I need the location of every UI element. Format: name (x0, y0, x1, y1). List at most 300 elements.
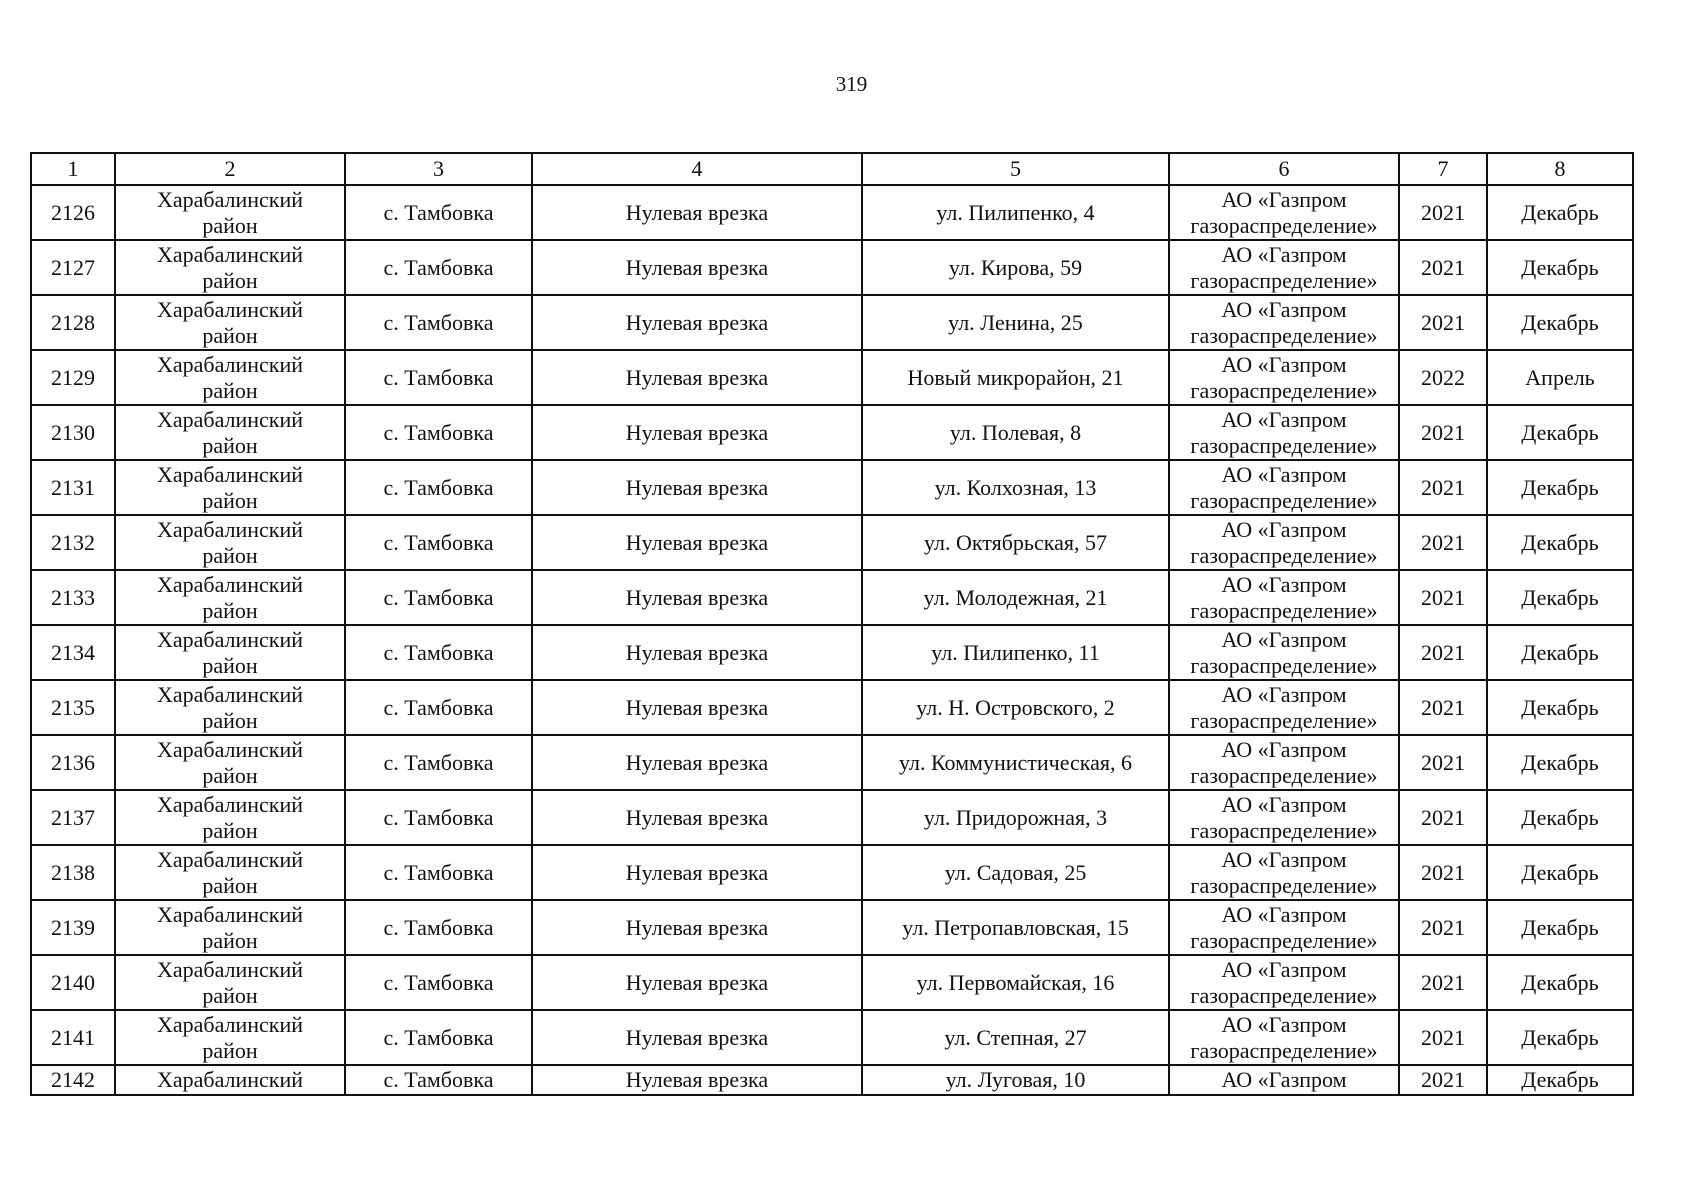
district-cell (115, 185, 345, 240)
organization-cell-text: АО «Газпром (1221, 296, 1347, 322)
district-cell-text: Харабалинский (156, 186, 304, 212)
district-cell-text: район (202, 982, 258, 1008)
work-type-cell-text: Нулевая врезка (625, 254, 769, 280)
month-cell-text: Декабрь (1521, 694, 1599, 720)
address-cell (862, 405, 1169, 460)
work-type-cell-text: Нулевая врезка (625, 1024, 769, 1050)
row-number (31, 900, 115, 955)
organization-cell (1169, 460, 1399, 515)
village-cell (345, 460, 532, 515)
month-cell (1487, 790, 1633, 845)
address-cell-text: ул. Полевая, 8 (949, 419, 1082, 445)
column-header: 1 (31, 153, 115, 185)
work-type-cell-text: Нулевая врезка (625, 364, 769, 390)
village-cell-text: с. Тамбовка (383, 419, 494, 445)
year-cell-text: 2021 (1421, 584, 1465, 610)
year-cell (1399, 1065, 1487, 1095)
month-cell-text: Декабрь (1521, 804, 1599, 830)
work-type-cell-text: Нулевая врезка (625, 694, 769, 720)
organization-cell-text: АО «Газпром (1221, 186, 1347, 212)
organization-cell-text: газораспределение» (1190, 322, 1378, 348)
address-cell-text: Новый микрорайон, 21 (907, 364, 1124, 390)
district-cell (115, 1065, 345, 1095)
district-cell-text: Харабалинский (156, 1011, 304, 1037)
row-number (31, 295, 115, 350)
village-cell (345, 405, 532, 460)
row-number-text: 2138 (51, 859, 95, 885)
organization-cell-text: АО «Газпром (1221, 571, 1347, 597)
row-number (31, 515, 115, 570)
year-cell (1399, 625, 1487, 680)
month-cell (1487, 405, 1633, 460)
table-row (31, 625, 1633, 680)
year-cell-text: 2021 (1421, 804, 1465, 830)
month-cell (1487, 1065, 1633, 1095)
row-number (31, 460, 115, 515)
district-cell-text: район (202, 762, 258, 788)
row-number (31, 625, 115, 680)
address-cell (862, 240, 1169, 295)
work-type-cell (532, 185, 862, 240)
organization-cell-text: АО «Газпром (1221, 846, 1347, 872)
address-cell-text: ул. Колхозная, 13 (934, 474, 1097, 500)
organization-cell-text: АО «Газпром (1221, 1011, 1347, 1037)
row-number-text: 2134 (51, 639, 95, 665)
year-cell-text: 2021 (1421, 859, 1465, 885)
column-header: 4 (532, 153, 862, 185)
district-cell (115, 295, 345, 350)
month-cell-text: Декабрь (1521, 1067, 1599, 1092)
village-cell (345, 735, 532, 790)
address-cell-text: ул. Придорожная, 3 (923, 804, 1108, 830)
year-cell (1399, 570, 1487, 625)
month-cell (1487, 680, 1633, 735)
organization-cell-text: газораспределение» (1190, 927, 1378, 953)
month-cell (1487, 625, 1633, 680)
village-cell (345, 845, 532, 900)
table-row (31, 735, 1633, 790)
organization-cell-text: АО «Газпром (1221, 791, 1347, 817)
row-number (31, 350, 115, 405)
district-cell-text: Харабалинский (156, 351, 304, 377)
village-cell-text: с. Тамбовка (383, 584, 494, 610)
row-number (31, 570, 115, 625)
village-cell (345, 350, 532, 405)
work-type-cell-text: Нулевая врезка (625, 1067, 769, 1092)
month-cell-text: Декабрь (1521, 584, 1599, 610)
organization-cell-text: АО «Газпром (1221, 351, 1347, 377)
village-cell (345, 955, 532, 1010)
address-cell (862, 900, 1169, 955)
year-cell-text: 2021 (1421, 199, 1465, 225)
organization-cell (1169, 680, 1399, 735)
year-cell-text: 2021 (1421, 969, 1465, 995)
month-cell-text: Декабрь (1521, 419, 1599, 445)
work-type-cell-text: Нулевая врезка (625, 859, 769, 885)
row-number (31, 185, 115, 240)
year-cell (1399, 185, 1487, 240)
work-type-cell (532, 515, 862, 570)
district-cell-text: район (202, 597, 258, 623)
month-cell (1487, 845, 1633, 900)
district-cell-text: Харабалинский (156, 241, 304, 267)
village-cell-text: с. Тамбовка (383, 364, 494, 390)
organization-cell (1169, 625, 1399, 680)
year-cell-text: 2021 (1421, 639, 1465, 665)
row-number-text: 2142 (51, 1067, 95, 1092)
year-cell-text: 2021 (1421, 419, 1465, 445)
address-cell-text: ул. Ленина, 25 (948, 309, 1083, 335)
district-cell (115, 460, 345, 515)
row-number (31, 845, 115, 900)
village-cell (345, 625, 532, 680)
organization-cell-text: газораспределение» (1190, 1037, 1378, 1063)
organization-cell-text: газораспределение» (1190, 432, 1378, 458)
organization-cell-text: газораспределение» (1190, 597, 1378, 623)
row-number (31, 790, 115, 845)
district-cell-text: Харабалинский (156, 791, 304, 817)
organization-cell-text: газораспределение» (1190, 872, 1378, 898)
work-type-cell (532, 295, 862, 350)
address-cell-text: ул. Пилипенко, 11 (931, 639, 1100, 665)
year-cell-text: 2021 (1421, 309, 1465, 335)
month-cell (1487, 240, 1633, 295)
organization-cell (1169, 735, 1399, 790)
village-cell-text: с. Тамбовка (383, 529, 494, 555)
year-cell-text: 2021 (1421, 1067, 1465, 1092)
address-cell-text: ул. Пилипенко, 4 (936, 199, 1095, 225)
address-cell (862, 515, 1169, 570)
organization-cell (1169, 185, 1399, 240)
address-cell (862, 1010, 1169, 1065)
page-number: 319 (835, 72, 868, 96)
village-cell-text: с. Тамбовка (383, 309, 494, 335)
district-cell (115, 845, 345, 900)
district-cell-text: Харабалинский (156, 1067, 304, 1092)
address-cell (862, 680, 1169, 735)
village-cell-text: с. Тамбовка (383, 694, 494, 720)
row-number (31, 1010, 115, 1065)
month-cell (1487, 900, 1633, 955)
address-cell (862, 735, 1169, 790)
year-cell (1399, 900, 1487, 955)
table-row (31, 350, 1633, 405)
row-number-text: 2127 (51, 254, 95, 280)
work-type-cell (532, 680, 862, 735)
row-number-text: 2137 (51, 804, 95, 830)
address-cell (862, 460, 1169, 515)
village-cell (345, 570, 532, 625)
district-cell-text: район (202, 212, 258, 238)
row-number (31, 680, 115, 735)
month-cell-text: Декабрь (1521, 859, 1599, 885)
month-cell (1487, 1010, 1633, 1065)
district-cell-text: Харабалинский (156, 681, 304, 707)
organization-cell-text: газораспределение» (1190, 377, 1378, 403)
district-cell-text: район (202, 432, 258, 458)
address-cell-text: ул. Кирова, 59 (948, 254, 1083, 280)
work-type-cell-text: Нулевая врезка (625, 309, 769, 335)
district-cell (115, 680, 345, 735)
organization-cell-text: АО «Газпром (1221, 1067, 1347, 1092)
work-type-cell (532, 1065, 862, 1095)
district-cell-text: Харабалинский (156, 901, 304, 927)
village-cell-text: с. Тамбовка (383, 1024, 494, 1050)
district-cell (115, 735, 345, 790)
table-body (31, 185, 1633, 1095)
table-row (31, 955, 1633, 1010)
work-type-cell (532, 955, 862, 1010)
organization-cell (1169, 845, 1399, 900)
year-cell (1399, 240, 1487, 295)
column-header: 6 (1169, 153, 1399, 185)
month-cell (1487, 295, 1633, 350)
year-cell (1399, 1010, 1487, 1065)
organization-cell-text: газораспределение» (1190, 212, 1378, 238)
year-cell-text: 2021 (1421, 749, 1465, 775)
header-row (31, 153, 1633, 185)
year-cell (1399, 515, 1487, 570)
month-cell-text: Декабрь (1521, 254, 1599, 280)
district-cell (115, 790, 345, 845)
district-cell-text: Харабалинский (156, 406, 304, 432)
month-cell-text: Декабрь (1521, 309, 1599, 335)
table-row (31, 240, 1633, 295)
district-cell-text: район (202, 542, 258, 568)
row-number-text: 2136 (51, 749, 95, 775)
village-cell (345, 680, 532, 735)
village-cell-text: с. Тамбовка (383, 639, 494, 665)
organization-cell-text: АО «Газпром (1221, 901, 1347, 927)
column-header: 3 (345, 153, 532, 185)
year-cell-text: 2021 (1421, 254, 1465, 280)
work-type-cell (532, 1010, 862, 1065)
year-cell (1399, 295, 1487, 350)
year-cell (1399, 955, 1487, 1010)
work-type-cell-text: Нулевая врезка (625, 804, 769, 830)
work-type-cell (532, 460, 862, 515)
village-cell (345, 1010, 532, 1065)
work-type-cell (532, 570, 862, 625)
row-number-text: 2131 (51, 474, 95, 500)
work-type-cell (532, 625, 862, 680)
row-number-text: 2132 (51, 529, 95, 555)
row-number (31, 1065, 115, 1095)
month-cell (1487, 515, 1633, 570)
year-cell-text: 2021 (1421, 1024, 1465, 1050)
work-type-cell-text: Нулевая врезка (625, 474, 769, 500)
month-cell-text: Декабрь (1521, 529, 1599, 555)
organization-cell-text: АО «Газпром (1221, 406, 1347, 432)
address-cell (862, 790, 1169, 845)
address-cell (862, 350, 1169, 405)
year-cell (1399, 405, 1487, 460)
row-number-text: 2128 (51, 309, 95, 335)
address-cell (862, 955, 1169, 1010)
district-cell-text: Харабалинский (156, 846, 304, 872)
district-cell-text: Харабалинский (156, 296, 304, 322)
address-cell (862, 295, 1169, 350)
district-cell-text: район (202, 817, 258, 843)
work-type-cell-text: Нулевая врезка (625, 914, 769, 940)
organization-cell-text: газораспределение» (1190, 817, 1378, 843)
organization-cell (1169, 790, 1399, 845)
year-cell-text: 2021 (1421, 474, 1465, 500)
year-cell (1399, 735, 1487, 790)
column-header: 7 (1399, 153, 1487, 185)
address-cell-text: ул. Н. Островского, 2 (916, 694, 1115, 720)
work-type-cell-text: Нулевая врезка (625, 529, 769, 555)
village-cell (345, 185, 532, 240)
month-cell-text: Декабрь (1521, 639, 1599, 665)
district-cell-text: район (202, 707, 258, 733)
year-cell (1399, 350, 1487, 405)
month-cell-text: Декабрь (1521, 474, 1599, 500)
village-cell (345, 1065, 532, 1095)
row-number (31, 405, 115, 460)
gasification-table (30, 152, 1634, 1096)
year-cell-text: 2021 (1421, 694, 1465, 720)
organization-cell (1169, 515, 1399, 570)
district-cell (115, 405, 345, 460)
work-type-cell (532, 790, 862, 845)
work-type-cell-text: Нулевая врезка (625, 749, 769, 775)
village-cell-text: с. Тамбовка (383, 859, 494, 885)
address-cell-text: ул. Петропавловская, 15 (902, 914, 1129, 940)
address-cell (862, 570, 1169, 625)
village-cell-text: с. Тамбовка (383, 254, 494, 280)
district-cell-text: Харабалинский (156, 516, 304, 542)
month-cell (1487, 460, 1633, 515)
organization-cell-text: АО «Газпром (1221, 241, 1347, 267)
village-cell-text: с. Тамбовка (383, 1067, 494, 1092)
work-type-cell-text: Нулевая врезка (625, 639, 769, 665)
village-cell-text: с. Тамбовка (383, 199, 494, 225)
month-cell-text: Декабрь (1521, 1024, 1599, 1050)
organization-cell-text: газораспределение» (1190, 652, 1378, 678)
column-header: 8 (1487, 153, 1633, 185)
work-type-cell-text: Нулевая врезка (625, 584, 769, 610)
work-type-cell (532, 900, 862, 955)
organization-cell-text: АО «Газпром (1221, 516, 1347, 542)
address-cell-text: ул. Луговая, 10 (945, 1067, 1086, 1092)
row-number-text: 2141 (51, 1024, 95, 1050)
month-cell (1487, 955, 1633, 1010)
address-cell-text: ул. Степная, 27 (944, 1024, 1087, 1050)
table-row (31, 570, 1633, 625)
district-cell-text: район (202, 1037, 258, 1063)
organization-cell-text: АО «Газпром (1221, 461, 1347, 487)
organization-cell-text: АО «Газпром (1221, 956, 1347, 982)
month-cell (1487, 735, 1633, 790)
village-cell (345, 900, 532, 955)
address-cell-text: ул. Первомайская, 16 (916, 969, 1115, 995)
table-row (31, 460, 1633, 515)
district-cell-text: Харабалинский (156, 956, 304, 982)
year-cell (1399, 790, 1487, 845)
district-cell (115, 1010, 345, 1065)
district-cell (115, 570, 345, 625)
year-cell-text: 2022 (1421, 364, 1465, 390)
organization-cell (1169, 295, 1399, 350)
table-row (31, 185, 1633, 240)
organization-cell (1169, 240, 1399, 295)
row-number-text: 2133 (51, 584, 95, 610)
month-cell (1487, 350, 1633, 405)
table-row (31, 1010, 1633, 1065)
row-number (31, 240, 115, 295)
village-cell-text: с. Тамбовка (383, 969, 494, 995)
work-type-cell (532, 845, 862, 900)
row-number-text: 2135 (51, 694, 95, 720)
work-type-cell (532, 405, 862, 460)
district-cell-text: район (202, 872, 258, 898)
row-number (31, 735, 115, 790)
district-cell-text: Харабалинский (156, 571, 304, 597)
organization-cell (1169, 350, 1399, 405)
district-cell (115, 350, 345, 405)
organization-cell-text: АО «Газпром (1221, 626, 1347, 652)
organization-cell-text: газораспределение» (1190, 707, 1378, 733)
address-cell-text: ул. Садовая, 25 (944, 859, 1087, 885)
row-number-text: 2129 (51, 364, 95, 390)
work-type-cell (532, 735, 862, 790)
column-header: 5 (862, 153, 1169, 185)
row-number-text: 2140 (51, 969, 95, 995)
work-type-cell (532, 240, 862, 295)
work-type-cell-text: Нулевая врезка (625, 969, 769, 995)
organization-cell (1169, 1010, 1399, 1065)
district-cell (115, 625, 345, 680)
village-cell-text: с. Тамбовка (383, 474, 494, 500)
district-cell (115, 515, 345, 570)
organization-cell (1169, 570, 1399, 625)
village-cell (345, 790, 532, 845)
organization-cell-text: газораспределение» (1190, 762, 1378, 788)
address-cell (862, 185, 1169, 240)
table-row (31, 790, 1633, 845)
table-row (31, 900, 1633, 955)
month-cell (1487, 185, 1633, 240)
month-cell-text: Декабрь (1521, 969, 1599, 995)
organization-cell-text: газораспределение» (1190, 982, 1378, 1008)
village-cell (345, 295, 532, 350)
district-cell-text: район (202, 487, 258, 513)
district-cell-text: район (202, 927, 258, 953)
organization-cell-text: газораспределение» (1190, 267, 1378, 293)
work-type-cell-text: Нулевая врезка (625, 199, 769, 225)
organization-cell (1169, 405, 1399, 460)
year-cell-text: 2021 (1421, 529, 1465, 555)
row-number-text: 2139 (51, 914, 95, 940)
district-cell (115, 955, 345, 1010)
district-cell-text: Харабалинский (156, 626, 304, 652)
table-row (31, 295, 1633, 350)
column-header: 2 (115, 153, 345, 185)
district-cell-text: район (202, 652, 258, 678)
year-cell-text: 2021 (1421, 914, 1465, 940)
district-cell-text: Харабалинский (156, 461, 304, 487)
organization-cell-text: газораспределение» (1190, 542, 1378, 568)
district-cell-text: район (202, 322, 258, 348)
row-number-text: 2126 (51, 199, 95, 225)
village-cell-text: с. Тамбовка (383, 914, 494, 940)
work-type-cell (532, 350, 862, 405)
table-row (31, 405, 1633, 460)
table-row (31, 1065, 1633, 1095)
table-row (31, 845, 1633, 900)
address-cell-text: ул. Коммунистическая, 6 (898, 749, 1133, 775)
